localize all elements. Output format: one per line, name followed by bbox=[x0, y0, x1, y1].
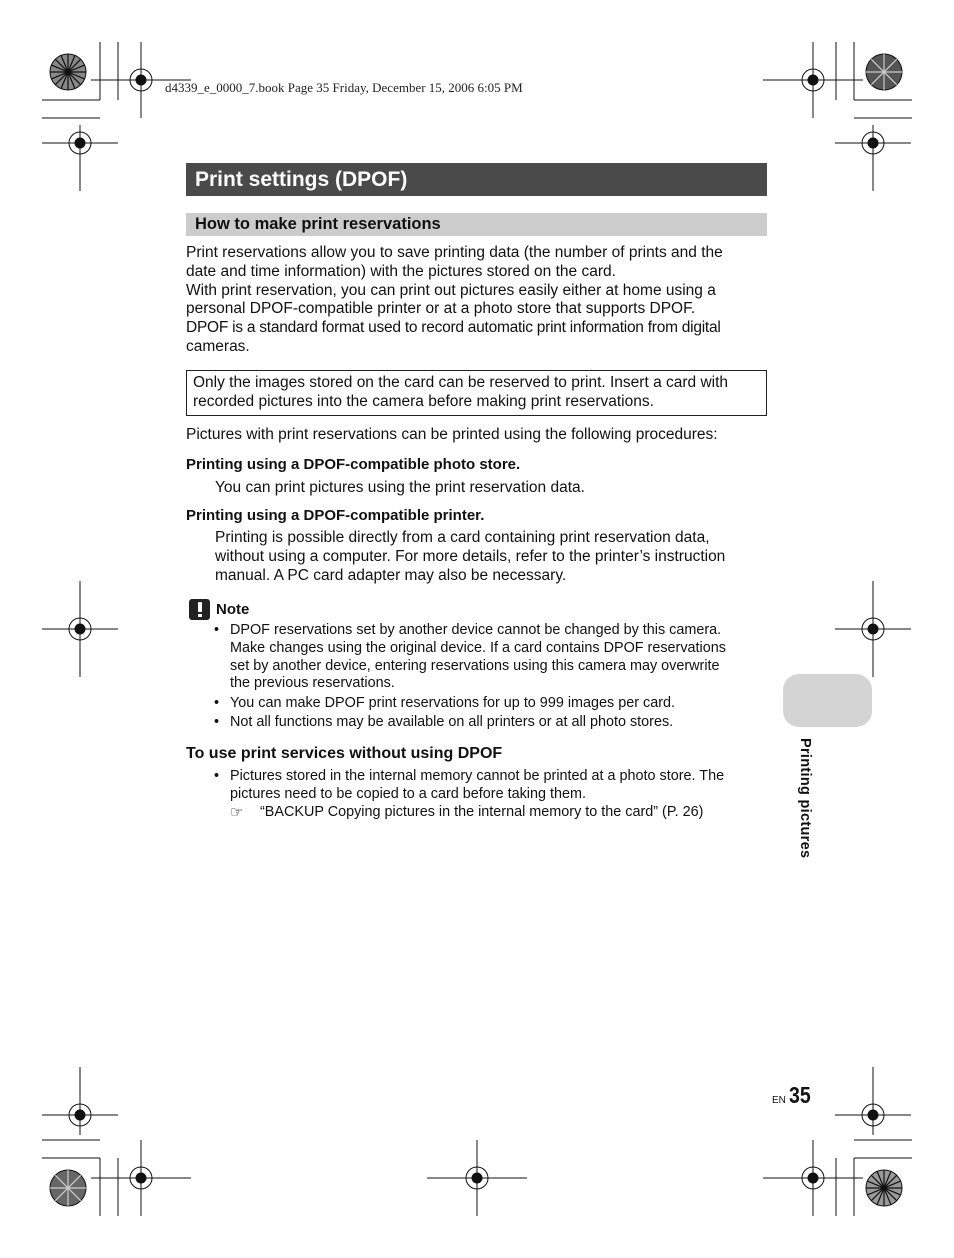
notice-line: Only the images stored on the card can be reserved to print. Insert a card with bbox=[193, 374, 729, 391]
procedure-printer-line: without using a computer. For more details, refer to the printer’s instruction bbox=[215, 547, 726, 565]
print-header-slug: d4339_e_0000_7.book Page 35 Friday, December 15, 2006 6:05 PM bbox=[165, 80, 523, 95]
note-line: DPOF reservations set by another device cannot be changed by this camera. bbox=[230, 622, 722, 638]
note-list bbox=[214, 622, 774, 733]
procedure-store-body bbox=[215, 479, 775, 498]
cross-reference bbox=[230, 804, 774, 822]
procedure-store-heading: Printing using a DPOF-compatible photo store. bbox=[186, 456, 521, 473]
procedure-printer-body bbox=[215, 529, 775, 585]
bullet-mark: • bbox=[214, 768, 220, 784]
list-item bbox=[214, 622, 774, 693]
procedures-intro-line: Pictures with print reservations can be printed using the following procedures: bbox=[186, 426, 718, 443]
notice-box bbox=[186, 370, 767, 416]
note-line: Not all functions may be available on all printers or at all photo stores. bbox=[230, 713, 674, 730]
procedure-printer-line: manual. A PC card adapter may also be necessary. bbox=[215, 566, 567, 584]
no-dpof-line: pictures need to be copied to a card before taking them. bbox=[230, 785, 586, 802]
note-line: You can make DPOF print reservations for up to 999 images per card. bbox=[230, 694, 675, 711]
bullet-mark: • bbox=[214, 622, 220, 638]
chapter-side-label: Printing pictures bbox=[797, 738, 813, 859]
note-line: set by another device, entering reservations using this camera may overwrite bbox=[230, 657, 720, 674]
note-line: Make changes using the original device. If a card contains DPOF reservations bbox=[230, 639, 726, 656]
note-line: the previous reservations. bbox=[230, 675, 395, 692]
cross-reference-text: “BACKUP Copying pictures in the internal memory to the card” (P. 26) bbox=[260, 803, 704, 820]
note-header bbox=[189, 598, 249, 620]
list-item bbox=[214, 714, 774, 732]
intro-line: DPOF is a standard format used to record automatic print information from digital bbox=[186, 319, 721, 337]
caution-icon bbox=[189, 599, 210, 620]
no-dpof-list bbox=[214, 768, 774, 823]
intro-paragraph bbox=[186, 244, 776, 357]
no-dpof-heading: To use print services without using DPOF bbox=[186, 745, 503, 762]
procedure-printer-line: Printing is possible directly from a card containing print reservation data, bbox=[215, 529, 710, 546]
page-language: EN bbox=[772, 1095, 786, 1106]
intro-line: date and time information) with the pictures stored on the card. bbox=[186, 262, 616, 280]
intro-line: Print reservations allow you to save printing data (the number of prints and the bbox=[186, 244, 723, 261]
bullet-mark: • bbox=[214, 713, 220, 730]
pointing-hand-icon: ☞ bbox=[230, 803, 244, 821]
section-heading: How to make print reservations bbox=[186, 213, 767, 236]
list-item bbox=[214, 695, 774, 713]
procedure-printer-heading: Printing using a DPOF-compatible printer. bbox=[186, 507, 485, 524]
intro-line: personal DPOF-compatible printer or at a photo store that supports DPOF. bbox=[186, 300, 696, 318]
procedures-intro bbox=[186, 426, 776, 445]
notice-line: recorded pictures into the camera before making print reservations. bbox=[193, 392, 654, 410]
intro-line: cameras. bbox=[186, 337, 250, 355]
bullet-mark: • bbox=[214, 694, 220, 711]
note-label: Note bbox=[216, 600, 250, 618]
procedure-store-line: You can print pictures using the print reservation data. bbox=[215, 479, 585, 496]
page-number bbox=[772, 1082, 815, 1109]
no-dpof-line: Pictures stored in the internal memory cannot be printed at a photo store. The bbox=[230, 768, 725, 784]
page-title: Print settings (DPOF) bbox=[186, 163, 767, 196]
chapter-tab bbox=[783, 674, 872, 727]
list-item bbox=[214, 768, 774, 821]
page-number-value: 35 bbox=[788, 1082, 811, 1108]
intro-line: With print reservation, you can print out pictures easily either at home using a bbox=[186, 281, 716, 299]
